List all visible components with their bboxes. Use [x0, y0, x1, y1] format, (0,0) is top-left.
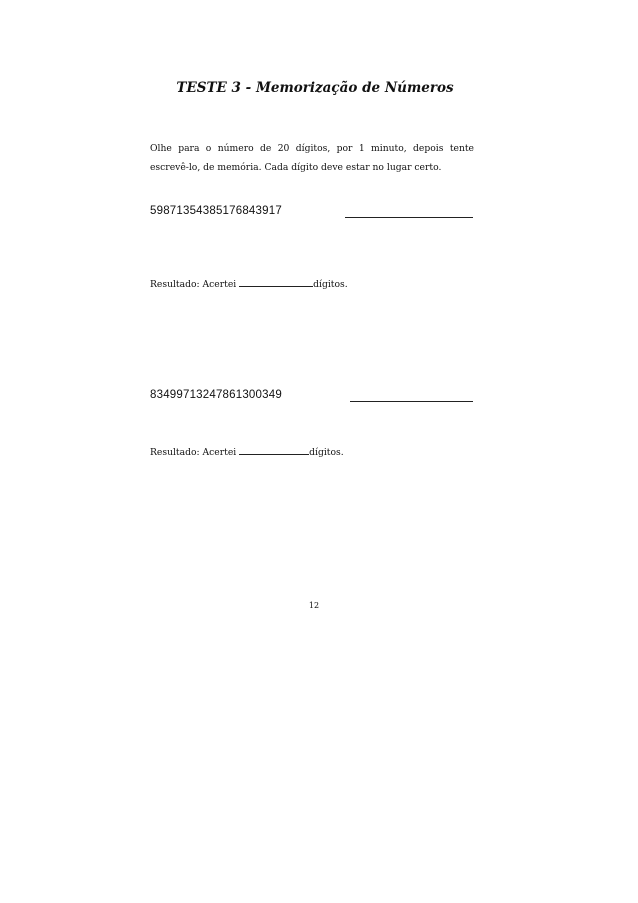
- page-title: TESTE 3 - Memorização de Números: [176, 80, 454, 96]
- result-prefix-1: Resultado: Acertei: [150, 279, 237, 290]
- answer-line-2[interactable]: [350, 401, 473, 402]
- memorize-number-1: 59871354385176843917: [150, 205, 282, 217]
- instructions-text: Olhe para o número de 20 dígitos, por 1 minuto, depois tente escrevê-lo, de memória. Cada dígito deve estar no lugar certo.: [150, 143, 474, 173]
- answer-line-1[interactable]: [345, 217, 473, 218]
- page-number: 12: [308, 601, 320, 610]
- result-blank-2[interactable]: [239, 445, 309, 455]
- memorize-number-2: 83499713247861300349: [150, 389, 282, 401]
- result-suffix-1: dígitos.: [313, 279, 348, 290]
- result-blank-1[interactable]: [239, 277, 313, 287]
- result-line-1: [150, 277, 348, 290]
- result-prefix-2: Resultado: Acertei: [150, 447, 237, 458]
- result-suffix-2: dígitos.: [309, 447, 344, 458]
- result-line-2: [150, 445, 344, 458]
